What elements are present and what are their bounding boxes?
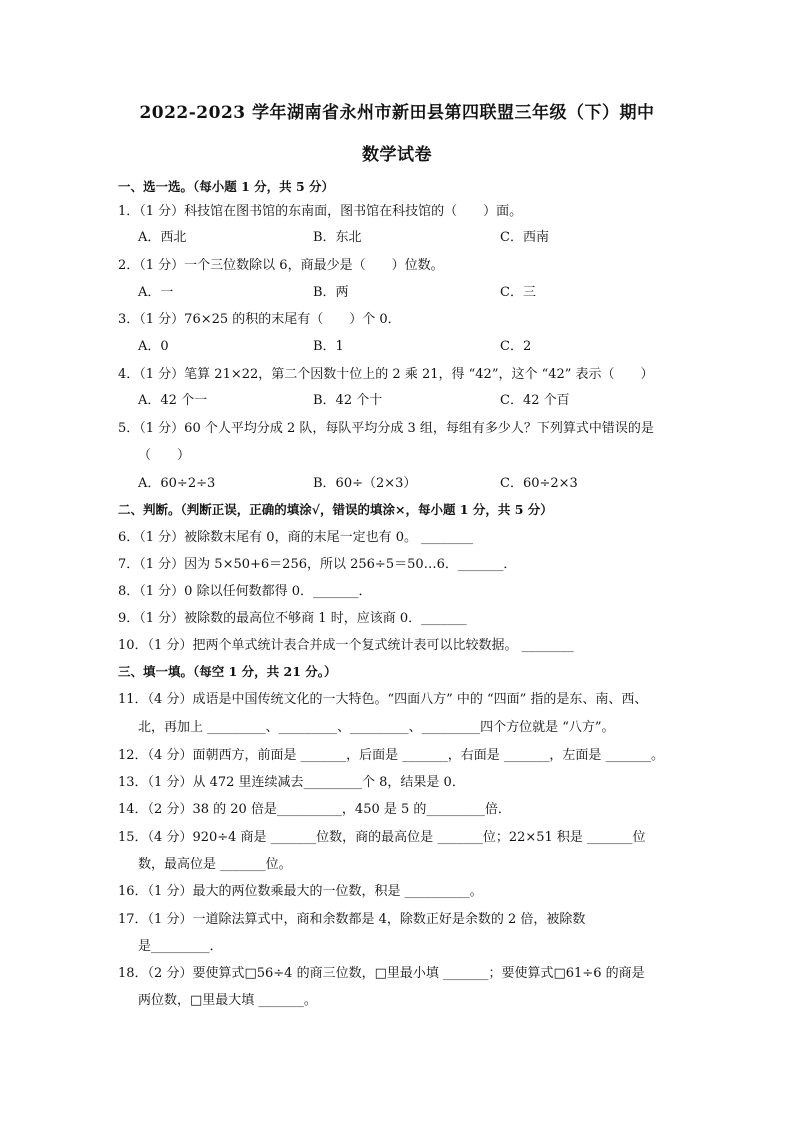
option-b: B．42 个十 bbox=[313, 393, 383, 408]
option-a: A．42 个一 bbox=[138, 393, 208, 408]
question-2-stem: 2．（1 分）一个三位数除以 6，商最少是（ ）位数。 bbox=[118, 258, 444, 273]
question-6: 6．（1 分）被除数末尾有 0，商的末尾一定也有 0。 ________ bbox=[118, 530, 474, 545]
option-a: A．一 bbox=[138, 285, 174, 300]
section-2-heading: 二、判断。（判断正误，正确的填涂√，错误的填涂×，每小题 1 分，共 5 分） bbox=[118, 502, 553, 517]
question-10: 10．（1 分）把两个单式统计表合并成一个复式统计表可以比较数据。 ________ bbox=[118, 638, 574, 653]
section-1-heading: 一、选一选。（每小题 1 分，共 5 分） bbox=[118, 179, 335, 194]
option-a: A．西北 bbox=[138, 230, 187, 245]
question-8: 8．（1 分）0 除以任何数都得 0．_______． bbox=[118, 584, 372, 599]
question-16: 16．（1 分）最大的两位数乘最大的一位数，积是 __________。 bbox=[118, 884, 483, 899]
option-b: B．60÷（2×3） bbox=[313, 476, 417, 491]
exam-title-line1: 2022-2023 学年湖南省永州市新田县第四联盟三年级（下）期中 bbox=[139, 103, 655, 123]
option-c: C．60÷2×3 bbox=[500, 476, 578, 491]
question-15-continued: 数，最高位是 _______位。 bbox=[138, 857, 292, 872]
question-17-continued: 是_________． bbox=[138, 939, 223, 954]
option-c: C．42 个百 bbox=[500, 393, 570, 408]
question-12: 12．（4 分）面朝西方，前面是 _______，后面是 _______，右面是 _______，左面是 _______。 bbox=[118, 748, 664, 763]
question-1-stem: 1．（1 分）科技馆在图书馆的东南面，图书馆在科技馆的（ ）面。 bbox=[118, 204, 523, 219]
question-11: 11．（4 分）成语是中国传统文化的一大特色。“四面八方” 中的 “四面” 指的是东、南、西、 bbox=[118, 692, 648, 707]
question-18: 18．（2 分）要使算式□56÷4 的商三位数，□里最小填 _______；要使算式□61÷6 的商是 bbox=[118, 966, 645, 981]
question-11-continued: 北，再加上 _________、_________、_________、_________四个方位就是 “八方”。 bbox=[138, 720, 615, 735]
question-4-stem: 4．（1 分）笔算 21×22，第二个因数十位上的 2 乘 21，得 “42”，这个 “42” 表示（ ） bbox=[118, 367, 654, 382]
option-a: A．60÷2÷3 bbox=[138, 476, 216, 491]
option-c: C．西南 bbox=[500, 230, 549, 245]
question-7: 7．（1 分）因为 5×50+6＝256，所以 256÷5＝50…6．_______． bbox=[118, 557, 517, 572]
option-b: B．两 bbox=[313, 285, 349, 300]
exam-title-line2: 数学试卷 bbox=[362, 145, 432, 165]
question-15: 15．（4 分）920÷4 商是 _______位数，商的最高位是 _______位；22×51 积是 _______位 bbox=[118, 830, 646, 845]
question-14: 14．（2 分）38 的 20 倍是__________，450 是 5 的_________倍． bbox=[118, 802, 511, 817]
option-b: B．东北 bbox=[313, 230, 362, 245]
question-3-stem: 3．（1 分）76×25 的积的末尾有（ ）个 0． bbox=[118, 312, 401, 327]
question-13: 13．（1 分）从 472 里连续减去_________个 8，结果是 0． bbox=[118, 775, 465, 790]
question-5-stem-continued: （ ） bbox=[138, 448, 191, 463]
option-c: C．三 bbox=[500, 285, 536, 300]
question-5-stem: 5．（1 分）60 个人平均分成 2 队，每队平均分成 3 组，每组有多少人？下列算式中错误的是 bbox=[118, 421, 654, 436]
question-9: 9．（1 分）被除数的最高位不够商 1 时，应该商 0．_______ bbox=[118, 611, 467, 626]
question-17: 17．（1 分）一道除法算式中，商和余数都是 4，除数正好是余数的 2 倍，被除数 bbox=[118, 912, 586, 927]
option-a: A．0 bbox=[138, 339, 169, 354]
option-c: C．2 bbox=[500, 339, 532, 354]
section-3-heading: 三、填一填。（每空 1 分，共 21 分。） bbox=[118, 664, 337, 679]
option-b: B．1 bbox=[313, 339, 344, 354]
question-18-continued: 两位数，□里最大填 _______。 bbox=[138, 993, 317, 1008]
